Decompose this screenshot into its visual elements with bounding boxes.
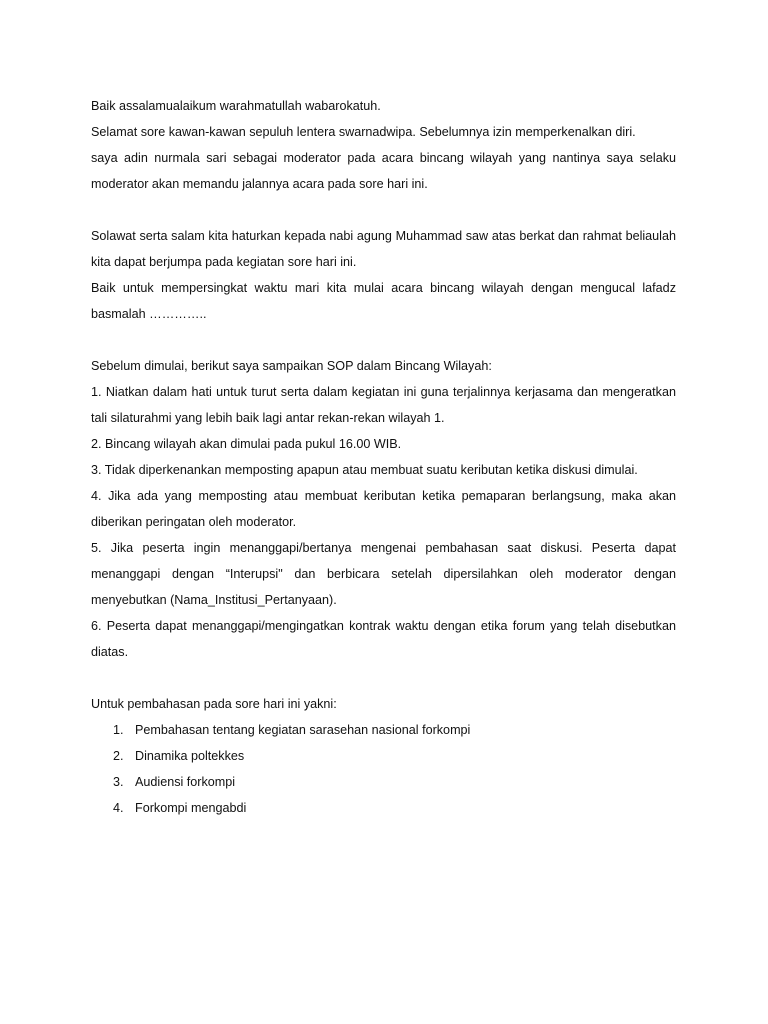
- greeting-text: Baik assalamualaikum warahmatullah wabarokatuh.: [91, 99, 381, 113]
- intro-text: Selamat sore kawan-kawan sepuluh lentera swarnadwipa. Sebelumnya izin memperkenalkan diri.: [91, 125, 636, 139]
- sop-item: 4. Jika ada yang memposting atau membuat keributan ketika pemaparan berlangsung, maka akan diberikan peringatan oleh moderator.: [91, 489, 676, 529]
- sop-item: 6. Peserta dapat menanggapi/mengingatkan kontrak waktu dengan etika forum yang telah disebutkan diatas.: [91, 619, 676, 659]
- paragraph-gap: [91, 665, 676, 691]
- sop-item: 2. Bincang wilayah akan dimulai pada pukul 16.00 WIB.: [91, 437, 402, 451]
- paragraph-gap: [91, 197, 676, 223]
- moderator-intro-text: saya adin nurmala sari sebagai moderator pada acara bincang wilayah yang nantinya saya selaku moderator akan memandu jalannya acara pada sore hari ini.: [91, 151, 676, 191]
- sop-item: 3. Tidak diperkenankan memposting apapun atau membuat suatu keributan ketika diskusi dimulai.: [91, 463, 638, 477]
- salawat-text: Solawat serta salam kita haturkan kepada nabi agung Muhammad saw atas berkat dan rahmat beliaulah kita dapat berjumpa pada kegiatan sore hari ini.: [91, 229, 676, 269]
- sop-heading: Sebelum dimulai, berikut saya sampaikan SOP dalam Bincang Wilayah:: [91, 359, 492, 373]
- sop-item: 5. Jika peserta ingin menanggapi/bertanya mengenai pembahasan saat diskusi. Peserta dapat menanggapi dengan “Interupsi" dan berbicara setelah dipersilahkan oleh moderator dengan menyebutkan (Nama_Institusi_Pertanyaan).: [91, 541, 676, 607]
- list-item: [91, 795, 676, 821]
- list-item-number: 4.: [113, 801, 124, 815]
- list-item: [91, 717, 676, 743]
- sop-item: 1. Niatkan dalam hati untuk turut serta dalam kegiatan ini guna terjalinnya kerjasama dan mengeratkan tali silaturahmi yang lebih baik lagi antar rekan-rekan wilayah 1.: [91, 385, 676, 425]
- list-item-label: Dinamika poltekkes: [135, 749, 245, 763]
- list-item-number: 1.: [113, 723, 124, 737]
- list-item-label: Pembahasan tentang kegiatan sarasehan nasional forkompi: [135, 723, 471, 737]
- topics-list: [91, 717, 676, 821]
- list-item-number: 2.: [113, 749, 124, 763]
- document-body: [91, 93, 676, 821]
- list-item-label: Audiensi forkompi: [135, 775, 236, 789]
- list-item-number: 3.: [113, 775, 124, 789]
- list-item: [91, 743, 676, 769]
- topics-heading: Untuk pembahasan pada sore hari ini yakni:: [91, 697, 337, 711]
- list-item: [91, 769, 676, 795]
- paragraph-gap: [91, 327, 676, 353]
- opening-text: Baik untuk mempersingkat waktu mari kita mulai acara bincang wilayah dengan mengucal lafadz basmalah …………..: [91, 281, 676, 321]
- list-item-label: Forkompi mengabdi: [135, 801, 247, 815]
